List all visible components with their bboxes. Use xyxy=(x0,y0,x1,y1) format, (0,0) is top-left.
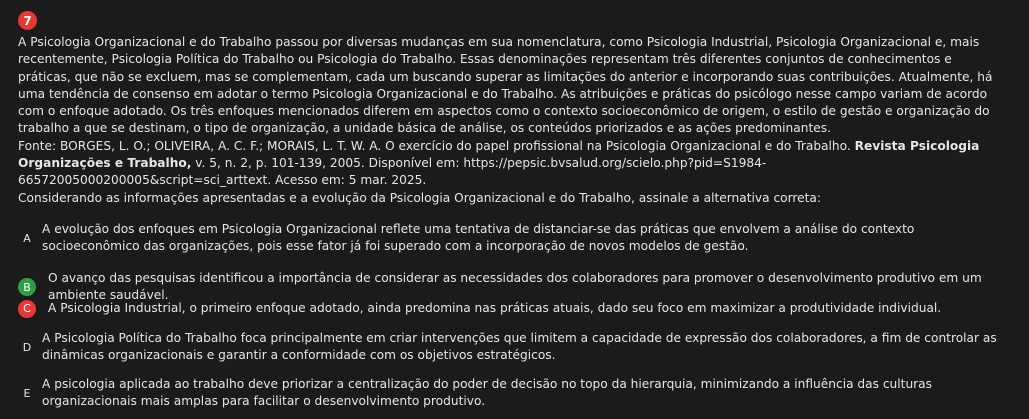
option-a-text: A evolução dos enfoques em Psicologia Organizacional reflete uma tentativa de distanciar-se das práticas que envolvem a análise do contexto socioeconômico das organizações, pois esse fator já foi superado com a incorporação de novos modelos de gestão. xyxy=(42,222,915,254)
option-e[interactable] xyxy=(18,376,1013,411)
source-prefix: Fonte: BORGES, L. O.; OLIVEIRA, A. C. F.; MORAIS, L. T. W. A. O exercício do papel profissional na Psicologia Organizacional e do Trabalho. xyxy=(18,138,855,153)
source-journal: Revista Psicologia Organizações e Trabalho, xyxy=(18,138,980,171)
option-b-text: O avanço das pesquisas identificou a importância de considerar as necessidades dos colaboradores para promover o desenvolvimento produtivo em um ambiente saudável. xyxy=(48,271,982,303)
option-d-text: A Psicologia Política do Trabalho foca principalmente em criar intervenções que limitem a capacidade de expressão dos colaboradores, a fim de controlar as dinâmicas organizacionais e garantir a conformidade com os objetivos estratégicos. xyxy=(42,331,997,363)
option-c[interactable] xyxy=(18,300,1013,318)
option-d-letter: D xyxy=(22,340,32,354)
stem-source xyxy=(18,138,1003,190)
stem-paragraph: A Psicologia Organizacional e do Trabalho passou por diversas mudanças em sua nomenclatura, como Psicologia Industrial, Psicologia Organizacional e, mais recentemente, Psicologia Política do Trabalho ou Psicologia do Trabalho. Essas denominações representam três diferentes conjuntos de conhecimentos e práticas, que não se excluem, mas se complementam, cada um buscando superar as limitações do anterior e incorporando suas contribuições. Atualmente, há uma tendência de consenso em adotar o termo Psicologia Organizacional e do Trabalho. As atribuições e práticas do psicólogo nesse campo variam de acordo com o enfoque adotado. Os três enfoques mencionados diferem em aspectos como o contexto socioeconômico de origem, o estilo de gestão e organização do trabalho a que se destinam, o tipo de organização, a unidade básica de análise, os conteúdos priorizados e as ações predominantes. xyxy=(18,35,993,136)
option-e-text: A psicologia aplicada ao trabalho deve priorizar a centralização do poder de decisão no topo da hierarquia, minimizando a influência das culturas organizacionais mais amplas para facilitar o desenvolvimento produtivo. xyxy=(42,377,932,409)
option-c-letter-incorrect: C xyxy=(18,300,36,318)
question-number-badge: 7 xyxy=(18,11,37,30)
option-e-letter: E xyxy=(23,386,31,400)
option-b-letter-correct: B xyxy=(18,278,36,296)
stem-prompt: Considerando as informações apresentadas e a evolução da Psicologia Organizacional e do Trabalho, assinale a alternativa correta: xyxy=(18,190,821,205)
source-suffix: v. 5, n. 2, p. 101-139, 2005. Disponível em: https://pepsic.bvsalud.org/scielo.php?pid=S1984-66572005000200005&script=sci_arttext. Acesso em: 5 mar. 2025. xyxy=(18,156,767,188)
option-a-letter: A xyxy=(23,231,31,245)
option-d[interactable] xyxy=(18,330,1013,365)
question-stem xyxy=(18,34,1003,207)
option-c-text: A Psicologia Industrial, o primeiro enfoque adotado, ainda predomina nas práticas atuais, dado seu foco em maximizar a produtividade individual. xyxy=(48,301,942,316)
option-a[interactable] xyxy=(18,221,1013,256)
